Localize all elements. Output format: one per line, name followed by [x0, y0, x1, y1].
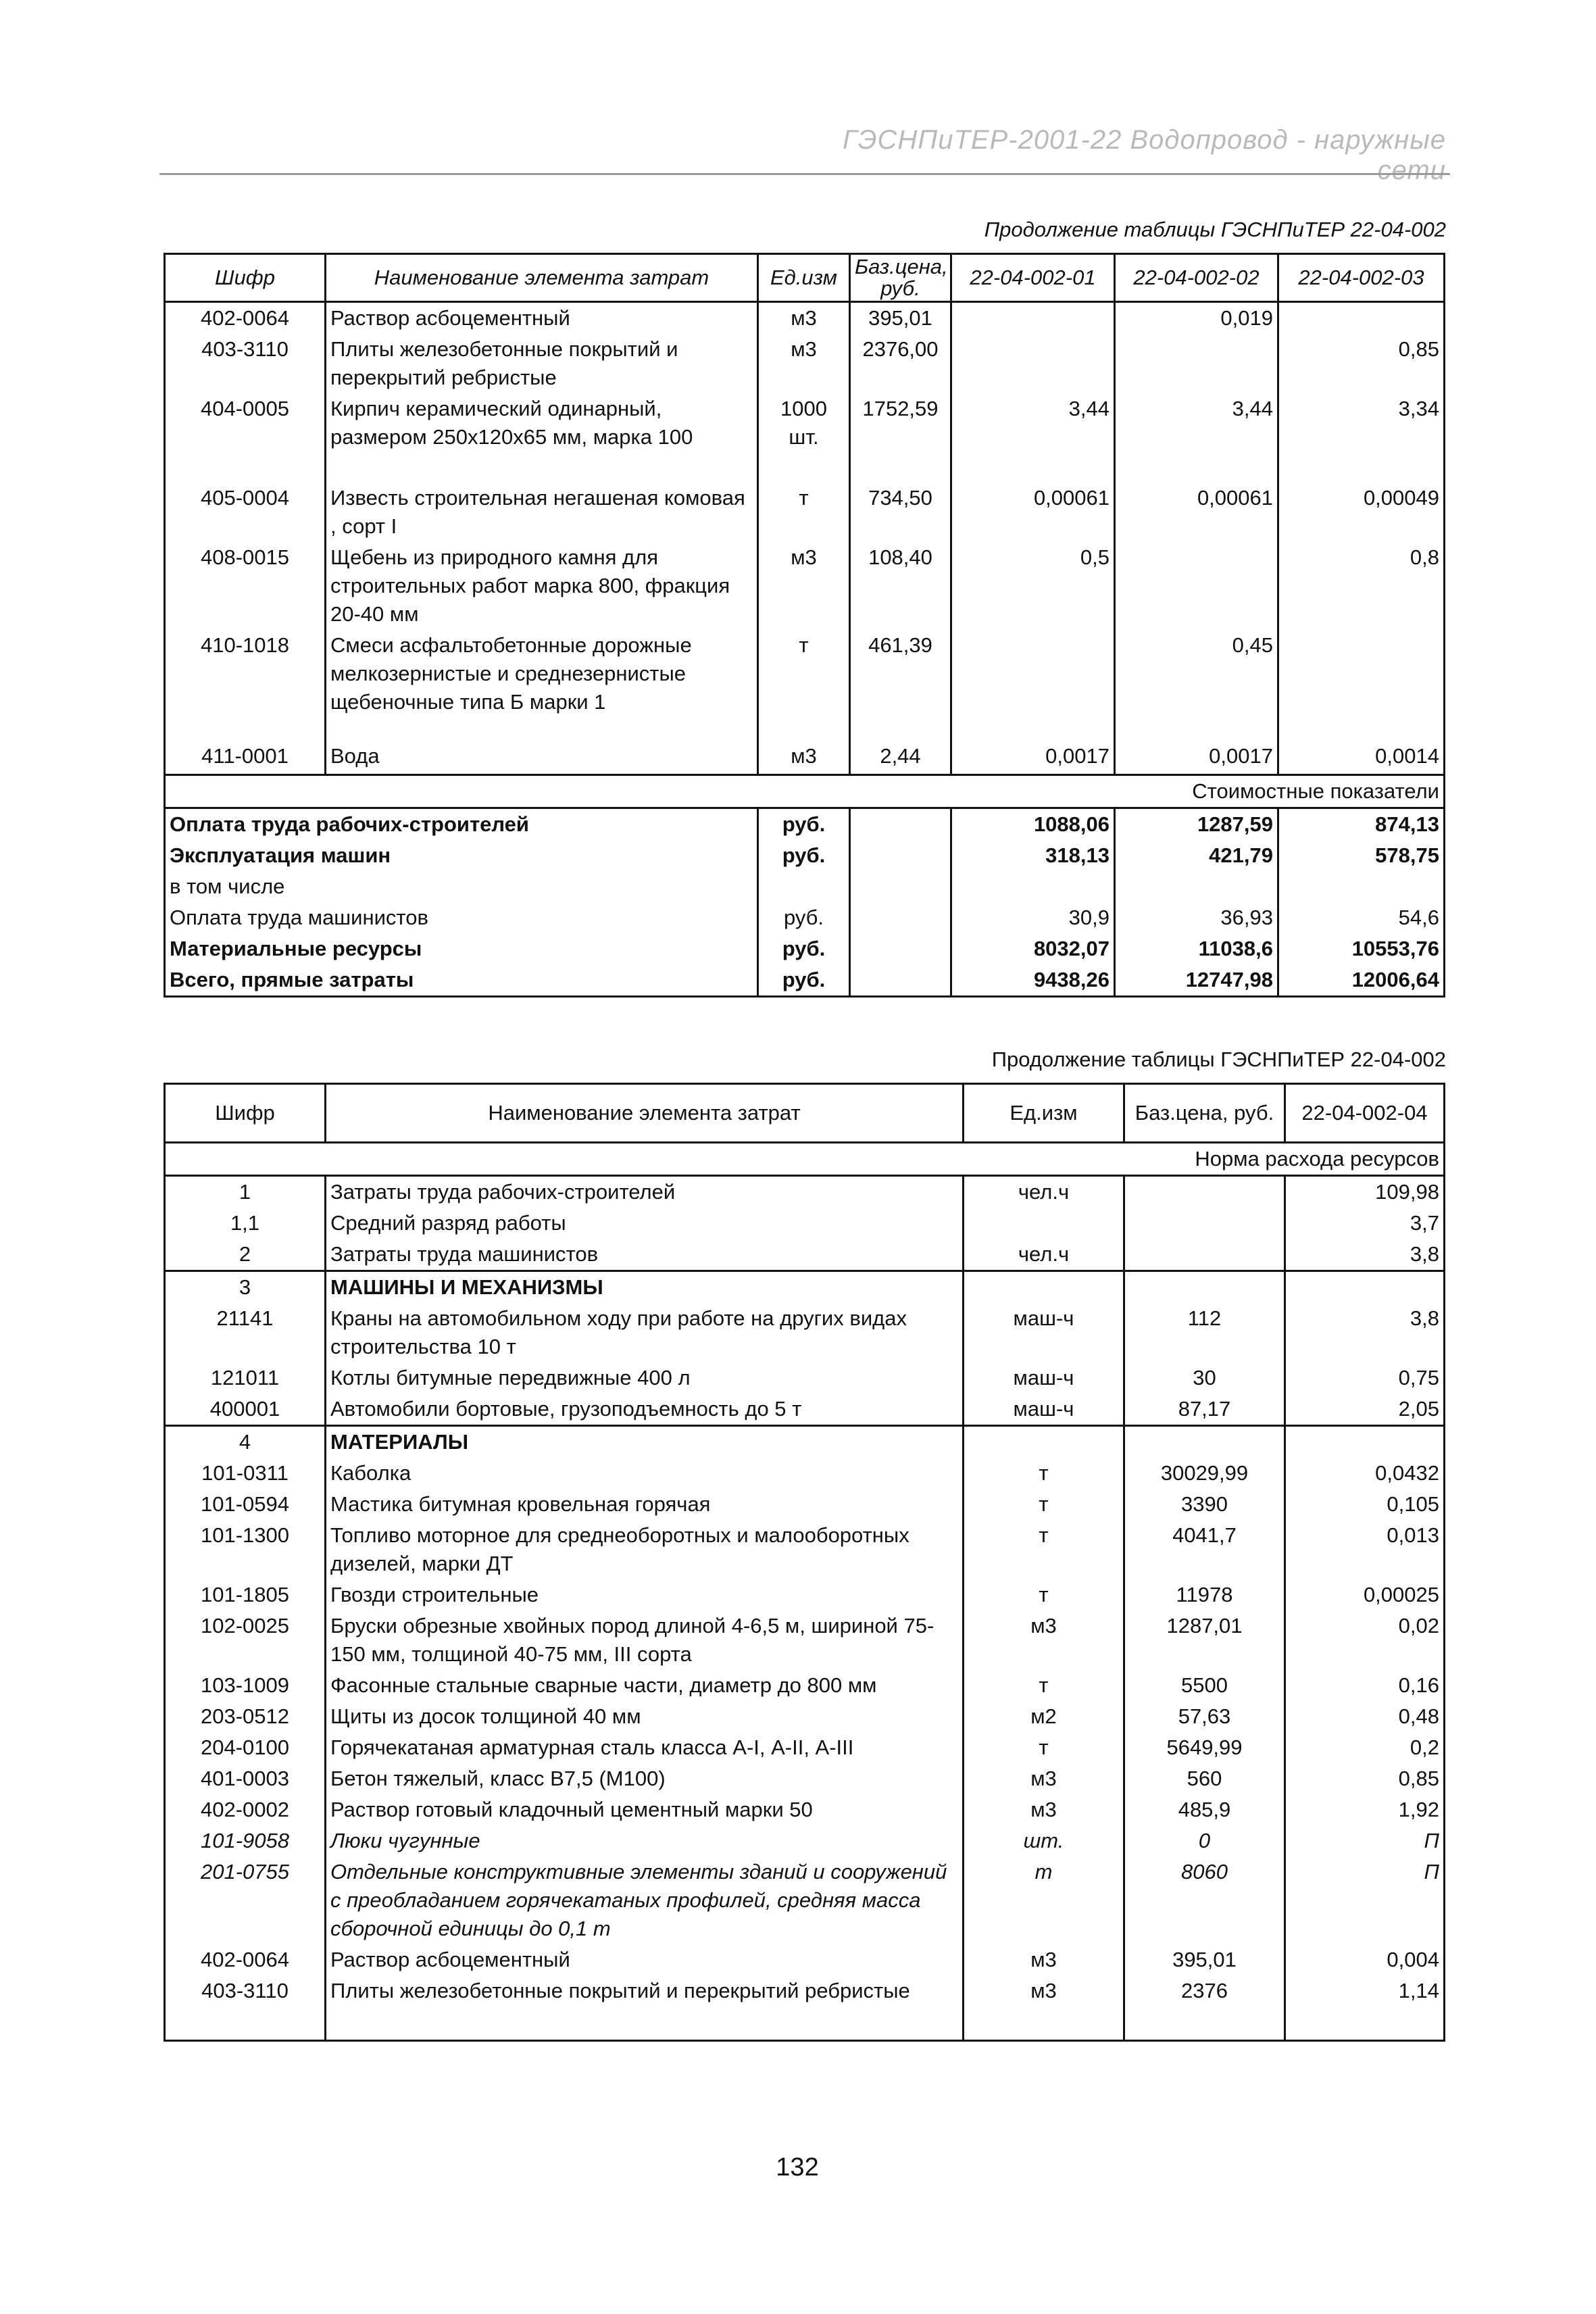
table-row [165, 1394, 1445, 1426]
name-cell: Отдельные конструктивные элементы зданий и сооружений с преобладанием горячекатаных профилей, средняя масса сборочной единицы до 0,1 т [326, 1856, 964, 1944]
value-cell-02: 0,45 [1115, 630, 1278, 741]
name-cell: Котлы битумные передвижные 400 л [326, 1362, 964, 1394]
table-row [165, 1579, 1445, 1610]
name-cell: Раствор готовый кладочный цементный марки 50 [326, 1794, 964, 1825]
value-cell-02: 3,44 [1115, 393, 1278, 483]
header-unit: Ед.изм [964, 1084, 1124, 1143]
value-cell-02 [1115, 542, 1278, 630]
name-cell: Раствор асбоцементный [326, 302, 758, 335]
header-code: Шифр [165, 254, 326, 302]
summary-row [165, 840, 1445, 871]
summary-price [850, 902, 951, 933]
name-cell: Краны на автомобильном ходу при работе на других видах строительства 10 т [326, 1303, 964, 1362]
name-cell: Автомобили бортовые, грузоподъемность до 5 т [326, 1394, 964, 1426]
name-cell: Плиты железобетонные покрытий и перекрытий ребристые [326, 1975, 964, 2007]
spacer-cell [1285, 2007, 1445, 2040]
summary-price [850, 871, 951, 902]
value-cell-03 [1278, 302, 1445, 335]
code-cell: 102-0025 [200, 1614, 289, 1638]
price-cell: 4041,7 [1124, 1520, 1285, 1579]
table-row [165, 630, 1445, 741]
resource-table-2 [164, 1083, 1445, 2042]
summary-row [165, 964, 1445, 997]
summary-name: в том числе [170, 874, 285, 898]
price-cell: 1287,01 [1124, 1610, 1285, 1670]
value-cell-04: 109,98 [1285, 1176, 1445, 1208]
header-rule [159, 173, 1450, 175]
summary-row [165, 808, 1445, 840]
summary-unit: руб. [758, 902, 850, 933]
table1-summary [165, 808, 1445, 996]
summary-value-02: 11038,6 [1115, 933, 1278, 964]
summary-name: Всего, прямые затраты [170, 967, 414, 991]
value-cell-01 [951, 302, 1115, 335]
price-cell: 1752,59 [850, 393, 951, 483]
name-cell: Бруски обрезные хвойных пород длиной 4-6,5 м, шириной 75-150 мм, толщиной 40-75 мм, III сорта [326, 1610, 964, 1670]
code-cell: 201-0755 [200, 1860, 289, 1884]
price-cell: 2376 [1124, 1975, 1285, 2007]
name-cell: Горячекатаная арматурная сталь класса А-I, А-II, А-III [326, 1732, 964, 1763]
unit-cell: т [964, 1732, 1124, 1763]
header-name: Наименование элемента затрат [326, 254, 758, 302]
summary-price [850, 933, 951, 964]
summary-row [165, 871, 1445, 902]
table-row [165, 1763, 1445, 1794]
value-cell-04 [1285, 1426, 1445, 1458]
summary-value-02: 421,79 [1115, 840, 1278, 871]
code-cell: 1,1 [230, 1211, 260, 1235]
name-cell: Фасонные стальные сварные части, диаметр до 800 мм [326, 1670, 964, 1701]
cost-label-row [165, 774, 1445, 808]
value-cell-03: 0,00049 [1363, 486, 1439, 510]
value-cell-04: П [1285, 1825, 1445, 1856]
unit-cell: чел.ч [964, 1239, 1124, 1271]
price-cell: 395,01 [1124, 1944, 1285, 1975]
price-cell [1124, 1239, 1285, 1271]
header-price: Баз.цена, руб. [850, 254, 951, 302]
table-row [165, 1701, 1445, 1732]
norm-label: Норма расхода ресурсов [165, 1143, 1445, 1176]
price-cell [1124, 1208, 1285, 1239]
summary-value-03: 578,75 [1375, 843, 1439, 867]
unit-cell [964, 1426, 1124, 1458]
summary-value-03: 54,6 [1398, 905, 1439, 929]
price-cell: 87,17 [1124, 1394, 1285, 1426]
code-cell: 101-9058 [200, 1829, 289, 1852]
price-cell: 485,9 [1124, 1794, 1285, 1825]
summary-unit: руб. [758, 808, 850, 840]
norm-label-row [165, 1143, 1445, 1176]
header-col-04: 22-04-002-04 [1285, 1084, 1445, 1143]
table1-body [165, 302, 1445, 775]
summary-value-01: 9438,26 [951, 964, 1115, 997]
unit-cell: 1000 шт. [758, 393, 850, 483]
unit-cell: м3 [758, 334, 850, 393]
unit-cell [964, 1208, 1124, 1239]
name-cell: Смеси асфальтобетонные дорожные мелкозернистые и среднезернистые щебеночные типа Б марки 1 [326, 630, 758, 741]
code-cell: 403-3110 [201, 337, 289, 361]
summary-value-02: 1287,59 [1115, 808, 1278, 840]
summary-unit: руб. [758, 933, 850, 964]
value-cell-01: 3,44 [951, 393, 1115, 483]
value-cell-04: 0,48 [1285, 1701, 1445, 1732]
unit-cell: м3 [964, 1763, 1124, 1794]
code-cell: 401-0003 [200, 1767, 289, 1790]
code-cell: 2 [165, 1239, 326, 1271]
name-cell: МАШИНЫ И МЕХАНИЗМЫ [326, 1271, 964, 1304]
code-cell: 410-1018 [200, 633, 289, 657]
summary-value-01: 8032,07 [951, 933, 1115, 964]
table-row [165, 1794, 1445, 1825]
value-cell-01: 0,5 [951, 542, 1115, 630]
unit-cell: чел.ч [964, 1176, 1124, 1208]
header-col-03: 22-04-002-03 [1278, 254, 1445, 302]
summary-price [850, 808, 951, 840]
name-cell: Топливо моторное для среднеоборотных и малооборотных дизелей, марки ДТ [326, 1520, 964, 1579]
unit-cell: м3 [964, 1610, 1124, 1670]
code-cell: 402-0002 [200, 1798, 289, 1821]
summary-name: Оплата труда машинистов [170, 905, 428, 929]
value-cell-02: 0,00061 [1115, 483, 1278, 542]
summary-value-03: 874,13 [1278, 808, 1445, 840]
unit-cell: т [964, 1579, 1124, 1610]
value-cell-04: 0,004 [1285, 1944, 1445, 1975]
unit-cell: шт. [964, 1825, 1124, 1856]
header-col-01: 22-04-002-01 [951, 254, 1115, 302]
unit-cell: маш-ч [964, 1362, 1124, 1394]
code-cell: 1 [239, 1180, 251, 1204]
code-cell: 411-0001 [201, 744, 289, 768]
price-cell: 11978 [1124, 1579, 1285, 1610]
price-cell: 5500 [1124, 1670, 1285, 1701]
value-cell-01: 0,0017 [951, 741, 1115, 774]
unit-cell: м3 [758, 741, 850, 774]
code-cell: 204-0100 [200, 1736, 289, 1759]
summary-value-01 [951, 871, 1115, 902]
summary-name: Эксплуатация машин [170, 843, 391, 867]
price-cell: 0 [1124, 1825, 1285, 1856]
table-row [165, 1458, 1445, 1489]
header-col-02: 22-04-002-02 [1115, 254, 1278, 302]
value-cell-04: 3,8 [1285, 1239, 1445, 1271]
unit-cell: маш-ч [964, 1394, 1124, 1426]
table-row [165, 1975, 1445, 2007]
name-cell: Вода [326, 741, 758, 774]
summary-price [850, 840, 951, 871]
table1-caption: Продолжение таблицы ГЭСНПиТЕР 22-04-002 [984, 218, 1446, 241]
value-cell-04: 0,00025 [1285, 1579, 1445, 1610]
code-cell: 103-1009 [200, 1673, 289, 1697]
running-header: ГЭСНПиТЕР-2001-22 Водопровод - наружные сети [842, 125, 1446, 185]
table1-header-row [165, 254, 1445, 302]
header-price: Баз.цена, руб. [1124, 1084, 1285, 1143]
table-row [165, 483, 1445, 542]
name-cell: Плиты железобетонные покрытий и перекрытий ребристые [326, 334, 758, 393]
table-row [165, 1670, 1445, 1701]
code-cell: 403-3110 [201, 1979, 289, 2002]
value-cell-02: 0,0017 [1115, 741, 1278, 774]
code-cell: 21141 [216, 1306, 274, 1330]
value-cell-04: 0,85 [1285, 1763, 1445, 1794]
header-unit: Ед.изм [758, 254, 850, 302]
table-row [165, 1362, 1445, 1394]
code-cell: 408-0015 [200, 545, 289, 569]
table2-spacer [165, 2007, 1445, 2040]
code-cell: 404-0005 [200, 397, 289, 420]
table-row [165, 1856, 1445, 1944]
summary-value-01: 318,13 [951, 840, 1115, 871]
code-cell: 400001 [165, 1394, 326, 1426]
unit-cell: м3 [964, 1975, 1124, 2007]
price-cell: 395,01 [850, 302, 951, 335]
table-row [165, 334, 1445, 393]
price-cell: 30 [1124, 1362, 1285, 1394]
code-cell: 101-1300 [200, 1523, 289, 1547]
unit-cell: м3 [758, 302, 850, 335]
summary-unit [758, 871, 850, 902]
unit-cell: т [758, 483, 850, 542]
value-cell-04: 1,92 [1285, 1794, 1445, 1825]
value-cell-04: 1,14 [1285, 1975, 1445, 2007]
code-cell: 402-0064 [200, 1948, 289, 1971]
table-row [165, 542, 1445, 630]
summary-value-03 [1278, 871, 1445, 902]
table-row [165, 1489, 1445, 1520]
code-cell: 402-0064 [200, 306, 289, 330]
table-row [165, 1520, 1445, 1579]
table-row [165, 1176, 1445, 1208]
value-cell-01 [951, 334, 1115, 393]
summary-price [850, 964, 951, 997]
value-cell-04: 3,7 [1285, 1208, 1445, 1239]
code-cell: 101-0311 [201, 1461, 289, 1485]
price-cell: 8060 [1124, 1856, 1285, 1944]
name-cell: МАТЕРИАЛЫ [326, 1426, 964, 1458]
name-cell: Кирпич керамический одинарный, размером 250х120х65 мм, марка 100 [326, 393, 758, 483]
price-cell: 5649,99 [1124, 1732, 1285, 1763]
unit-cell: м3 [964, 1794, 1124, 1825]
summary-value-03: 12006,64 [1351, 967, 1439, 991]
value-cell-02: 0,019 [1115, 302, 1278, 335]
spacer-cell [326, 2007, 964, 2040]
name-cell: Щиты из досок толщиной 40 мм [326, 1701, 964, 1732]
price-cell: 57,63 [1124, 1701, 1285, 1732]
code-cell: 121011 [210, 1366, 280, 1389]
summary-value-01: 30,9 [951, 902, 1115, 933]
summary-value-03: 10553,76 [1351, 936, 1439, 960]
spacer-cell [165, 2007, 326, 2040]
name-cell: Каболка [326, 1458, 964, 1489]
name-cell: Мастика битумная кровельная горячая [326, 1489, 964, 1520]
table2-body [165, 1176, 1445, 2041]
summary-row [165, 933, 1445, 964]
summary-value-02: 12747,98 [1115, 964, 1278, 997]
unit-cell: т [964, 1520, 1124, 1579]
price-cell: 108,40 [850, 542, 951, 630]
value-cell-04: 0,16 [1285, 1670, 1445, 1701]
price-cell: 2,44 [850, 741, 951, 774]
name-cell: Затраты труда рабочих-строителей [326, 1176, 964, 1208]
unit-cell: маш-ч [964, 1303, 1124, 1362]
price-cell: 30029,99 [1124, 1458, 1285, 1489]
table-row [165, 1825, 1445, 1856]
price-cell: 734,50 [850, 483, 951, 542]
code-cell: 203-0512 [200, 1704, 289, 1728]
name-cell: Гвозди строительные [326, 1579, 964, 1610]
code-cell: 3 [165, 1271, 326, 1304]
price-cell: 560 [1124, 1763, 1285, 1794]
code-cell: 4 [165, 1426, 326, 1458]
unit-cell: м3 [964, 1944, 1124, 1975]
value-cell-04: 0,02 [1285, 1610, 1445, 1670]
value-cell-03 [1278, 630, 1445, 741]
value-cell-01 [951, 630, 1115, 741]
name-cell: Средний разряд работы [326, 1208, 964, 1239]
value-cell-04 [1285, 1271, 1445, 1304]
value-cell-01: 0,00061 [951, 483, 1115, 542]
table-row [165, 1303, 1445, 1362]
value-cell-04: 3,8 [1285, 1303, 1445, 1362]
value-cell-04: 0,2 [1285, 1732, 1445, 1763]
spacer-cell [964, 2007, 1124, 2040]
summary-value-02 [1115, 871, 1278, 902]
price-cell [1124, 1426, 1285, 1458]
table-row [165, 1271, 1445, 1304]
summary-name: Оплата труда рабочих-строителей [165, 808, 758, 840]
price-cell [1124, 1271, 1285, 1304]
unit-cell: т [964, 1856, 1124, 1944]
value-cell-03: 3,34 [1398, 397, 1439, 420]
price-cell: 112 [1124, 1303, 1285, 1362]
unit-cell: т [758, 630, 850, 741]
code-cell: 101-0594 [200, 1492, 289, 1516]
unit-cell: т [964, 1489, 1124, 1520]
value-cell-04: 0,0432 [1285, 1458, 1445, 1489]
value-cell-03: 0,85 [1398, 337, 1439, 361]
value-cell-03: 0,8 [1410, 545, 1439, 569]
name-cell: Бетон тяжелый, класс В7,5 (М100) [326, 1763, 964, 1794]
summary-row [165, 902, 1445, 933]
table-row [165, 1208, 1445, 1239]
name-cell: Раствор асбоцементный [326, 1944, 964, 1975]
page-number: 132 [776, 2153, 819, 2182]
table2-header-row [165, 1084, 1445, 1143]
unit-cell [964, 1271, 1124, 1304]
price-cell: 2376,00 [850, 334, 951, 393]
unit-cell: т [964, 1458, 1124, 1489]
table2-caption: Продолжение таблицы ГЭСНПиТЕР 22-04-002 [991, 1048, 1446, 1071]
header-name: Наименование элемента затрат [326, 1084, 964, 1143]
spacer-cell [1124, 2007, 1285, 2040]
value-cell-04: П [1285, 1856, 1445, 1944]
value-cell-02 [1115, 334, 1278, 393]
name-cell: Известь строительная негашеная комовая , сорт I [326, 483, 758, 542]
table-row [165, 1426, 1445, 1458]
value-cell-03: 0,0014 [1375, 744, 1439, 768]
name-cell: Затраты труда машинистов [326, 1239, 964, 1271]
table-row [165, 1732, 1445, 1763]
summary-value-01: 1088,06 [951, 808, 1115, 840]
summary-value-02: 36,93 [1115, 902, 1278, 933]
table-row [165, 393, 1445, 483]
name-cell: Люки чугунные [326, 1825, 964, 1856]
price-cell: 461,39 [850, 630, 951, 741]
table-row [165, 302, 1445, 335]
value-cell-04: 0,75 [1285, 1362, 1445, 1394]
cost-label: Стоимостные показатели [165, 774, 1445, 808]
summary-name: Материальные ресурсы [170, 936, 422, 960]
summary-unit: руб. [758, 840, 850, 871]
name-cell: Щебень из природного камня для строительных работ марка 800, фракция 20-40 мм [326, 542, 758, 630]
value-cell-04: 0,105 [1285, 1489, 1445, 1520]
price-cell: 3390 [1124, 1489, 1285, 1520]
unit-cell: м2 [964, 1701, 1124, 1732]
table-row [165, 1239, 1445, 1271]
code-cell: 101-1805 [200, 1583, 289, 1606]
table-row [165, 1944, 1445, 1975]
price-cell [1124, 1176, 1285, 1208]
table-row [165, 741, 1445, 774]
value-cell-04: 0,013 [1285, 1520, 1445, 1579]
table-row [165, 1610, 1445, 1670]
value-cell-04: 2,05 [1285, 1394, 1445, 1426]
code-cell: 405-0004 [200, 486, 289, 510]
resource-table-1 [164, 253, 1445, 998]
header-code: Шифр [165, 1084, 326, 1143]
summary-unit: руб. [758, 964, 850, 997]
unit-cell: м3 [758, 542, 850, 630]
unit-cell: т [964, 1670, 1124, 1701]
